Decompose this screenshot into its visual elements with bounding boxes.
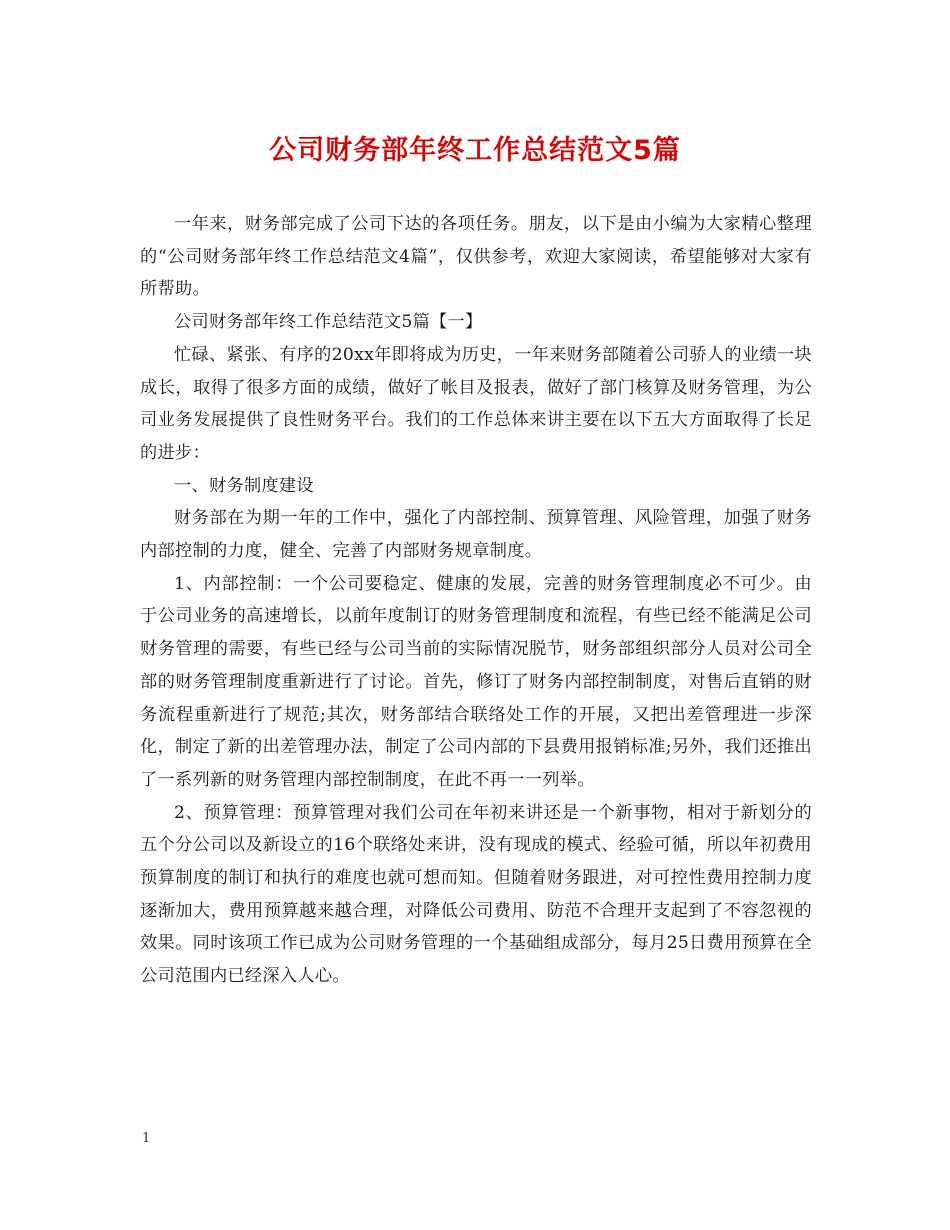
intro-paragraph: 一年来，财务部完成了公司下达的各项任务。朋友，以下是由小编为大家精心整理的“公司财务部年终工作总结范文4篇”，仅供参考，欢迎大家阅读，希望能够对大家有所帮助。 <box>140 214 812 300</box>
section-heading-financial-system: 一、财务制度建设 <box>174 475 314 496</box>
document-title: 公司财务部年终工作总结范文5篇 <box>269 135 681 166</box>
document-body <box>140 208 812 993</box>
budget-management-paragraph: 2、预算管理：预算管理对我们公司在年初来讲还是一个新事物，相对于新划分的五个分公司以及新设立的16个联络处来讲，没有现成的模式、经验可循，所以年初费用预算制度的制订和执行的难度也就可想而知。但随着财务跟进，对可控性费用控制力度逐渐加大，费用预算越来越合理，对降低公司费用、防范不合理开支起到了不容忽视的效果。同时该项工作已成为公司财务管理的一个基础组成部分，每月25日费用预算在全公司范围内已经深入人心。 <box>140 802 812 987</box>
page-number: 1 <box>142 1131 151 1146</box>
financial-system-paragraph: 财务部在为期一年的工作中，强化了内部控制、预算管理、风险管理，加强了财务内部控制的力度，健全、完善了内部财务规章制度。 <box>140 508 812 562</box>
overview-paragraph: 忙碌、紧张、有序的20xx年即将成为历史，一年来财务部随着公司骄人的业绩一块成长，取得了很多方面的成绩，做好了帐目及报表，做好了部门核算及财务管理，为公司业务发展提供了良性财务平台。我们的工作总体来讲主要在以下五大方面取得了长足的进步： <box>140 344 812 463</box>
section-heading-part-one: 公司财务部年终工作总结范文5篇【一】 <box>174 312 483 333</box>
internal-control-paragraph: 1、内部控制：一个公司要稳定、健康的发展，完善的财务管理制度必不可少。由于公司业务的高速增长，以前年度制订的财务管理制度和流程，有些已经不能满足公司财务管理的需要，有些已经与公司当前的实际情况脱节，财务部组织部分人员对公司全部的财务管理制度重新进行了讨论。首先，修订了财务内部控制制度，对售后直销的财务流程重新进行了规范;其次，财务部结合联络处工作的开展，又把出差管理进一步深化，制定了新的出差管理办法，制定了公司内部的下县费用报销标准;另外，我们还推出了一系列新的财务管理内部控制制度，在此不再一一列举。 <box>140 573 812 790</box>
